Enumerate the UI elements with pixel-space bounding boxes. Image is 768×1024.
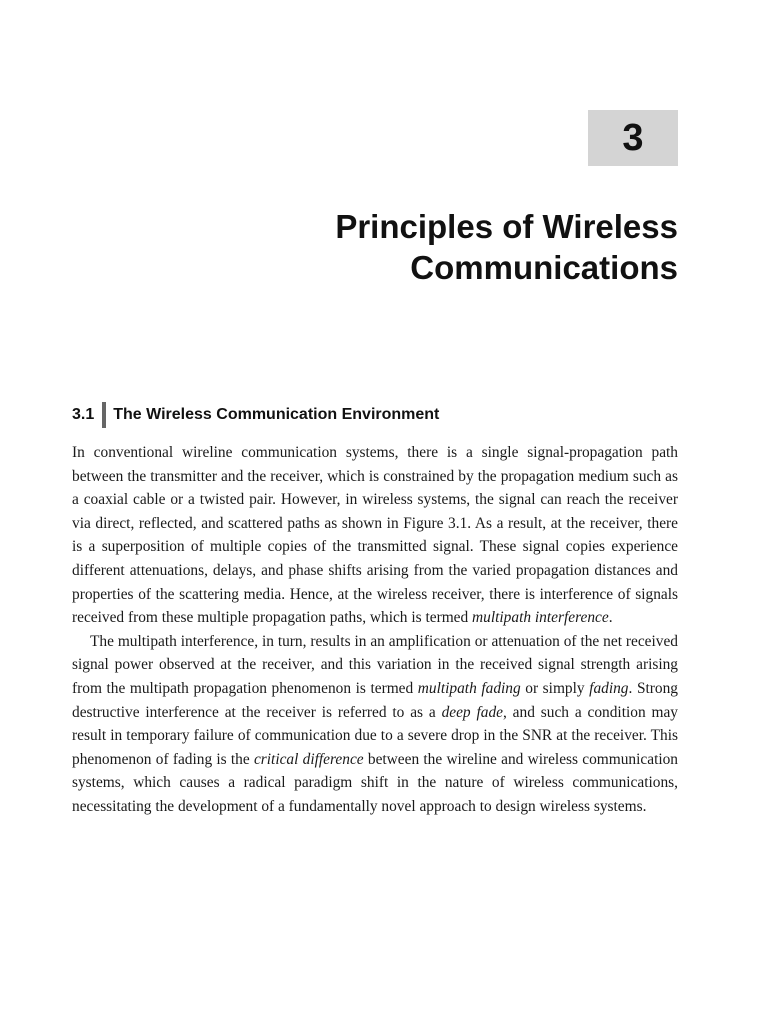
section-divider-bar	[102, 402, 106, 428]
chapter-title	[158, 206, 678, 288]
chapter-number: 3	[622, 116, 644, 159]
paragraph-2	[72, 630, 678, 819]
chapter-title-line-1: Principles of Wireless	[335, 208, 678, 245]
chapter-number-box	[588, 110, 678, 166]
paragraph-1-emphasis-1: multipath interference	[472, 609, 609, 627]
paragraph-2-text-4: , and such a condition may result in temporary failure of communication due to a severe drop in the SNR at the receiver. This phenomenon of fading is the	[72, 703, 678, 768]
paragraph-2-emphasis-2: fading	[589, 679, 629, 697]
chapter-title-line-2: Communications	[410, 249, 678, 286]
paragraph-2-text-1: The multipath interference, in turn, results in an amplification or attenuation of the net received signal power observed at the receiver, and this variation in the received signal strength arising from the multipath propagation phenomenon is termed	[72, 632, 678, 697]
section-number: 3.1	[72, 406, 95, 423]
paragraph-2-emphasis-1: multipath fading	[417, 679, 521, 697]
section-heading	[72, 402, 439, 428]
paragraph-1	[72, 441, 678, 630]
paragraph-2-text-2: or simply	[520, 679, 590, 697]
paragraph-1-text-2: .	[608, 609, 613, 627]
section-title: The Wireless Communication Environment	[113, 406, 440, 423]
body-text	[72, 441, 678, 819]
paragraph-2-emphasis-3: deep fade	[441, 703, 503, 721]
paragraph-2-emphasis-4: critical difference	[253, 750, 364, 768]
paragraph-2-text-3: . Strong destructive interference at the receiver is referred to as a	[72, 679, 678, 721]
paragraph-2-text-5: between the wireline and wireless communication systems, which causes a radical paradigm shift in the nature of wireless communications, necessitating the development of a fundamentally novel approach to design wireless systems.	[72, 750, 679, 815]
paragraph-1-text-1: In conventional wireline communication systems, there is a single signal-propagation path between the transmitter and the receiver, which is constrained by the propagation medium such as a coaxial cable or a twisted pair. However, in wireless systems, the signal can reach the receiver via direct, reflected, and scattered paths as shown in Figure 3.1. As a result, at the receiver, there is a superposition of multiple copies of the transmitted signal. These signal copies experience different attenuations, delays, and phase shifts arising from the varied propagation distances and properties of the scattering media. Hence, at the wireless receiver, there is interference of signals received from these multiple propagation paths, which is termed	[72, 444, 678, 627]
